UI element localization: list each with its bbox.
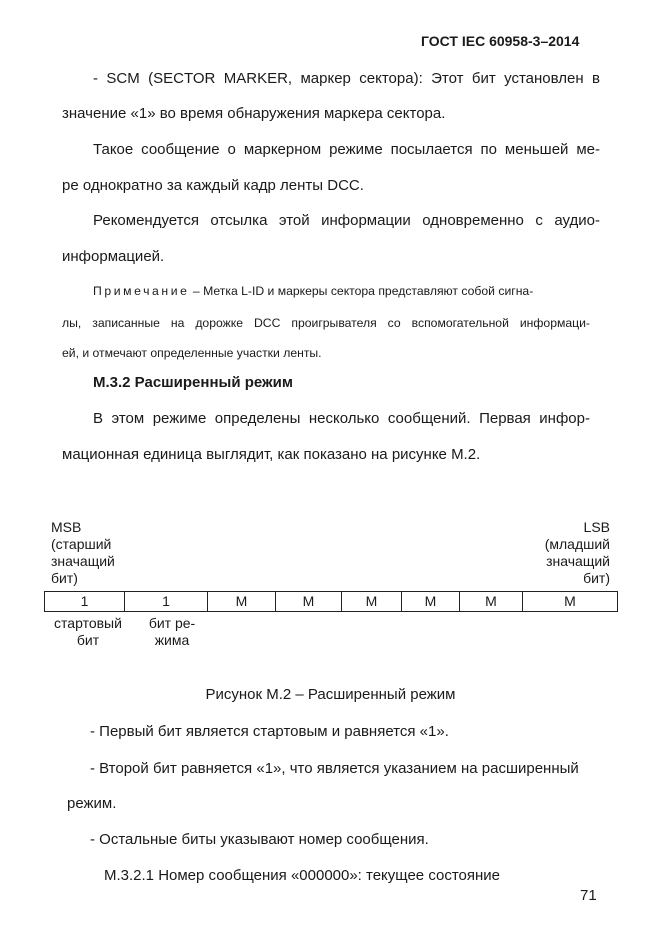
bit-layout-table [44, 591, 618, 612]
msb-label [51, 519, 115, 587]
bit-row [45, 592, 618, 612]
bullet-first-bit: - Первый бит является стартовым и равняется «1». [90, 723, 449, 740]
bullet-second-bit-line-1: - Второй бит равняется «1», что является указанием на расширенный [90, 760, 579, 777]
paragraph-recommend-line-2: информацией. [62, 248, 165, 265]
note-label: Примечание [93, 284, 190, 298]
start-bit-label [44, 615, 132, 649]
note-line-3: ей, и отмечают определенные участки ленты. [62, 346, 322, 360]
bit-cell-message: M [342, 592, 402, 612]
bit-cell-message: M [460, 592, 523, 612]
mode-bit-label [132, 615, 212, 649]
lsb-label-line: значащий [546, 553, 610, 569]
start-bit-label-line: стартовый [54, 615, 122, 631]
paragraph-extended-line-2: мационная единица выглядит, как показано на рисунке М.2. [62, 446, 481, 463]
bit-cell-message: M [208, 592, 276, 612]
mode-bit-label-line: бит ре- [148, 615, 196, 631]
paragraph-marker-line-1: Такое сообщение о маркерном режиме посылается по меньшей ме- [93, 141, 600, 158]
msb-label-line: MSB [51, 519, 82, 535]
subsection-heading: М.3.2.1 Номер сообщения «000000»: текущее состояние [104, 867, 500, 884]
bullet-remaining-bits: - Остальные биты указывают номер сообщения. [90, 831, 429, 848]
bullet-second-bit-line-2: режим. [67, 795, 117, 812]
lsb-label [545, 519, 610, 587]
msb-label-line: (старший [51, 536, 112, 552]
document-id: ГОСТ IEC 60958-3–2014 [421, 33, 580, 49]
page-number: 71 [580, 887, 597, 904]
start-bit-label-line: бит [76, 632, 100, 648]
note-line-1 [93, 284, 533, 298]
paragraph-recommend-line-1: Рекомендуется отсылка этой информации одновременно с аудио- [93, 212, 600, 229]
bit-cell-start: 1 [45, 592, 125, 612]
msb-label-line: бит) [51, 570, 78, 586]
bit-cell-message: M [523, 592, 618, 612]
note-line-2: лы, записанные на дорожке DCC проигрывателя со вспомогательной информаци- [62, 316, 590, 330]
section-heading: М.3.2 Расширенный режим [93, 374, 293, 391]
bit-cell-mode: 1 [125, 592, 208, 612]
paragraph-scm-line-1: - SCM (SECTOR MARKER, маркер сектора): Этот бит установлен в [93, 70, 600, 87]
lsb-label-line: бит) [583, 570, 610, 586]
paragraph-marker-line-2: ре однократно за каждый кадр ленты DCC. [62, 177, 364, 194]
paragraph-extended-line-1: В этом режиме определены несколько сообщений. Первая инфор- [93, 410, 590, 427]
note-text: – Метка L-ID и маркеры сектора представляют собой сигна- [189, 284, 534, 298]
figure-caption: Рисунок М.2 – Расширенный режим [205, 686, 456, 703]
mode-bit-label-line: жима [154, 632, 190, 648]
msb-label-line: значащий [51, 553, 115, 569]
lsb-label-line: (младший [544, 536, 610, 552]
bit-cell-message: M [276, 592, 342, 612]
bit-cell-message: M [402, 592, 460, 612]
lsb-label-line: LSB [583, 519, 610, 535]
paragraph-scm-line-2: значение «1» во время обнаружения маркера сектора. [62, 105, 446, 122]
